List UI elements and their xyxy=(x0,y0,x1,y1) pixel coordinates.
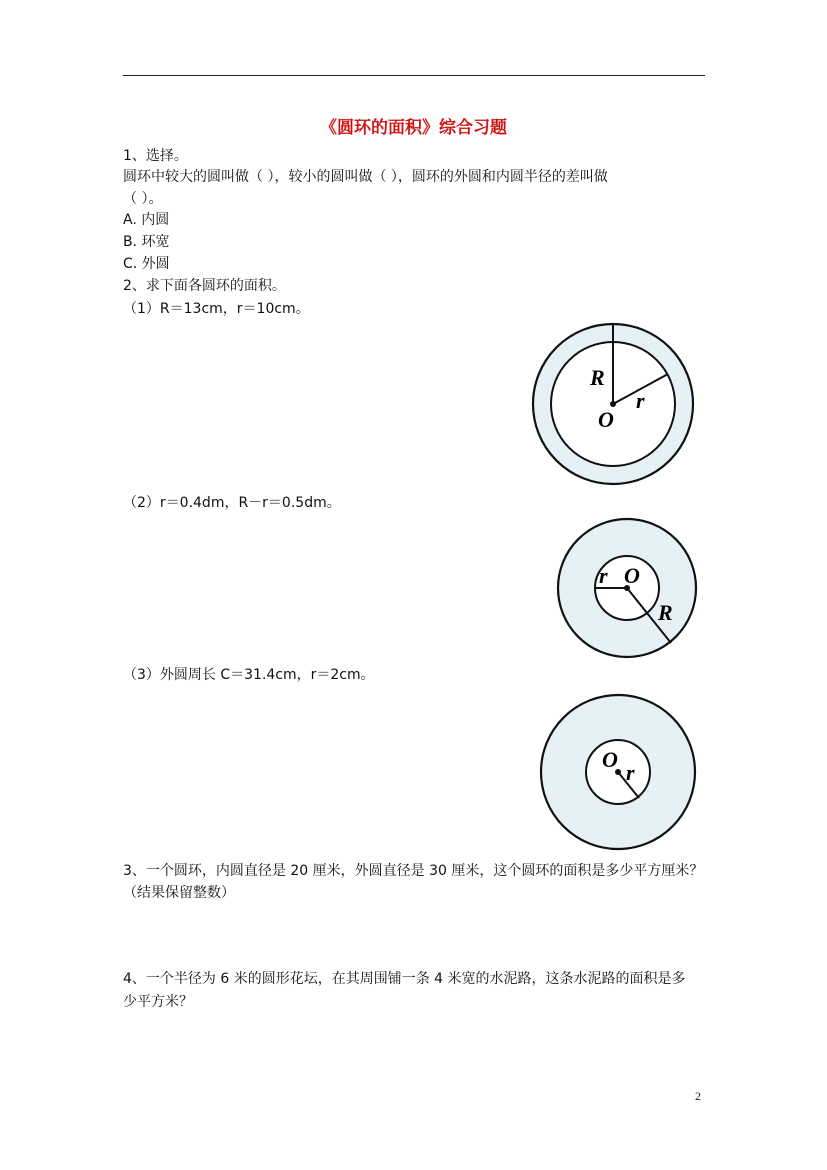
annulus-figure-3 xyxy=(536,692,700,852)
q1-option-b: B. 环宽 xyxy=(123,234,170,250)
label-O: O xyxy=(598,407,614,432)
annulus-figure-2 xyxy=(554,516,700,660)
label-r: r xyxy=(636,388,645,413)
label-r: r xyxy=(626,760,635,785)
q4-line1: 4、一个半径为 6 米的圆形花坛，在其周围铺一条 4 米宽的水泥路，这条水泥路的面积是多 xyxy=(123,971,686,987)
q1-stem-line1: 圆环中较大的圆叫做（ ），较小的圆叫做（ ），圆环的外圆和内圆半径的差叫做 xyxy=(123,169,608,185)
q2-part-3: （3）外圆周长 C＝31.4cm，r＝2cm。 xyxy=(123,667,375,683)
label-r: r xyxy=(599,563,608,588)
q4-line2: 少平方米？ xyxy=(123,994,193,1010)
q3-line1: 3、一个圆环，内圆直径是 20 厘米，外圆直径是 30 厘米，这个圆环的面积是多少平方厘米？ xyxy=(123,863,704,879)
header-rule xyxy=(123,75,705,76)
page-title: 《圆环的面积》综合习题 xyxy=(320,118,507,138)
annulus-figure-1 xyxy=(528,322,698,486)
q3-line2: （结果保留整数） xyxy=(123,885,235,901)
q1-stem-line2: （ ）。 xyxy=(123,191,163,207)
page-number: 2 xyxy=(695,1089,701,1103)
q1-option-a: A. 内圆 xyxy=(123,212,170,228)
q2-heading: 2、求下面各圆环的面积。 xyxy=(123,278,286,294)
label-O: O xyxy=(624,563,640,588)
q1-option-c: C. 外圆 xyxy=(123,256,170,272)
q2-part-1: （1）R＝13cm，r＝10cm。 xyxy=(123,301,310,317)
label-O: O xyxy=(602,747,618,772)
label-R: R xyxy=(590,365,605,390)
q1-heading: 1、选择。 xyxy=(123,148,188,164)
q2-part-2: （2）r＝0.4dm，R－r＝0.5dm。 xyxy=(123,495,341,511)
label-R: R xyxy=(658,600,673,625)
